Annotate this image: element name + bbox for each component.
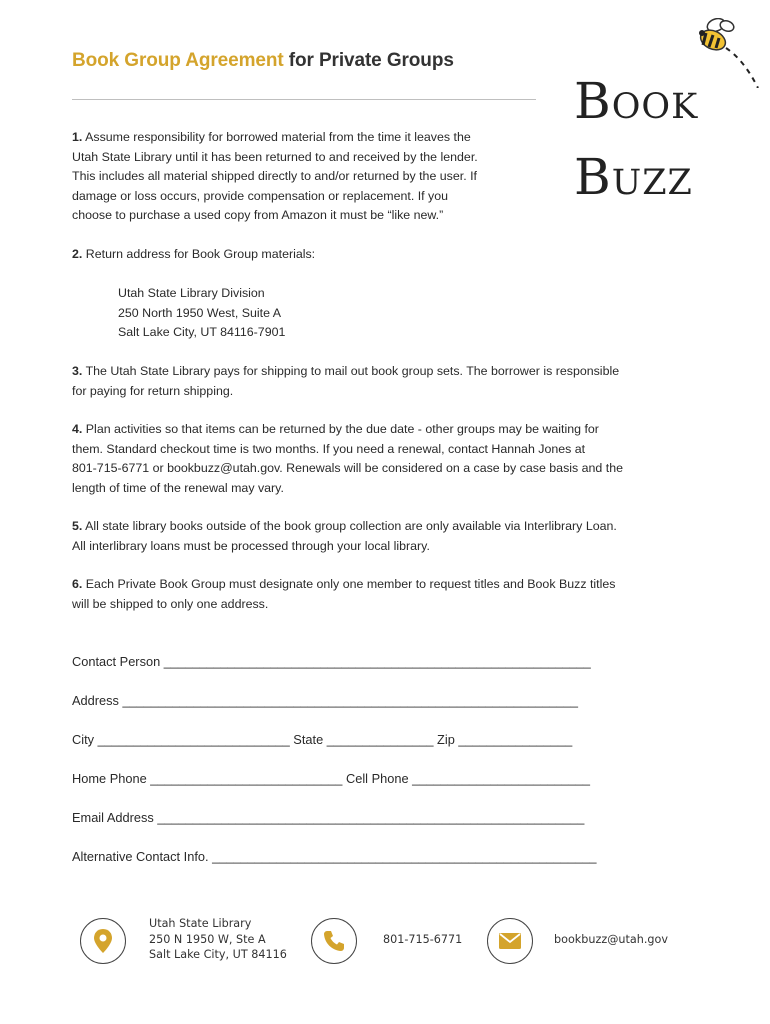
term-line: damage or loss occurs, provide compensation or replacement. If you: [72, 188, 449, 203]
term-number: 1.: [72, 130, 83, 144]
location-pin-icon: [80, 918, 126, 964]
term-4: [72, 420, 623, 498]
footer-address-line: Utah State Library: [149, 917, 252, 930]
footer-address: [149, 916, 287, 963]
phone-field[interactable]: Home Phone ___________________________ Cell Phone _________________________: [72, 771, 591, 786]
term-line: Plan activities so that items can be returned by the due date - other groups may be waiting for: [85, 422, 599, 436]
term-number: 5.: [72, 519, 83, 533]
term-2: [72, 245, 315, 265]
term-line: Each Private Book Group must designate only one member to request titles and Book Buzz titles: [85, 577, 616, 591]
term-5: [72, 517, 617, 556]
envelope-icon: [487, 918, 533, 964]
term-line: The Utah State Library pays for shipping to mail out book group sets. The borrower is responsible: [85, 364, 620, 378]
phone-icon: [311, 918, 357, 964]
city-state-zip-field[interactable]: City ___________________________ State _______________ Zip ________________: [72, 732, 573, 747]
term-line: All state library books outside of the book group collection are only available via Interlibrary Loan.: [85, 519, 617, 533]
bee-icon: [696, 18, 760, 88]
title-rest: for Private Groups: [283, 50, 454, 71]
term-number: 6.: [72, 577, 83, 591]
title-divider: [72, 99, 536, 100]
document-title: [72, 50, 454, 72]
term-number: 4.: [72, 422, 83, 436]
term-1: [72, 128, 478, 226]
email-field[interactable]: Email Address ____________________________________________________________: [72, 810, 585, 825]
contact-person-field[interactable]: Contact Person ____________________________________________________________: [72, 654, 591, 669]
footer-email: bookbuzz@utah.gov: [554, 933, 668, 946]
term-line: for paying for return shipping.: [72, 383, 234, 398]
address-line: 250 North 1950 West, Suite A: [118, 305, 282, 320]
alternative-contact-field[interactable]: Alternative Contact Info. ______________________________________________________: [72, 849, 597, 864]
term-line: Return address for Book Group materials:: [85, 247, 316, 261]
term-line: length of time of the renewal may vary.: [72, 480, 284, 495]
term-6: [72, 575, 615, 614]
term-line: 801-715-6771 or bookbuzz@utah.gov. Renewals will be considered on a case by case basis and the: [72, 461, 623, 475]
footer-contact-bar: [0, 905, 770, 985]
term-line: them. Standard checkout time is two months. If you need a renewal, contact Hannah Jones at: [72, 441, 586, 456]
term-line: will be shipped to only one address.: [72, 596, 269, 611]
logo-word-buzz: Buzz: [574, 148, 693, 206]
logo-word-book: Book: [574, 72, 699, 130]
address-field[interactable]: Address ________________________________________________________________: [72, 693, 578, 708]
address-line: Salt Lake City, UT 84116-7901: [118, 325, 286, 339]
footer-address-line: 250 N 1950 W, Ste A: [149, 932, 266, 946]
book-buzz-logo: [570, 18, 760, 208]
term-number: 2.: [72, 247, 83, 261]
term-number: 3.: [72, 364, 83, 378]
term-line: choose to purchase a used copy from Amazon it must be “like new.”: [72, 208, 444, 222]
footer-phone: 801-715-6771: [383, 933, 463, 946]
address-line: Utah State Library Division: [118, 286, 265, 300]
return-address: [118, 284, 285, 343]
footer-address-line: Salt Lake City, UT 84116: [149, 948, 287, 961]
term-line: Assume responsibility for borrowed material from the time it leaves the: [85, 130, 471, 144]
term-line: Utah State Library until it has been returned to and received by the lender.: [72, 149, 478, 164]
term-line: All interlibrary loans must be processed through your local library.: [72, 538, 430, 553]
title-accent: Book Group Agreement: [72, 50, 284, 71]
term-3: [72, 362, 619, 401]
term-line: This includes all material shipped directly to and/or returned by the user. If: [72, 169, 477, 183]
